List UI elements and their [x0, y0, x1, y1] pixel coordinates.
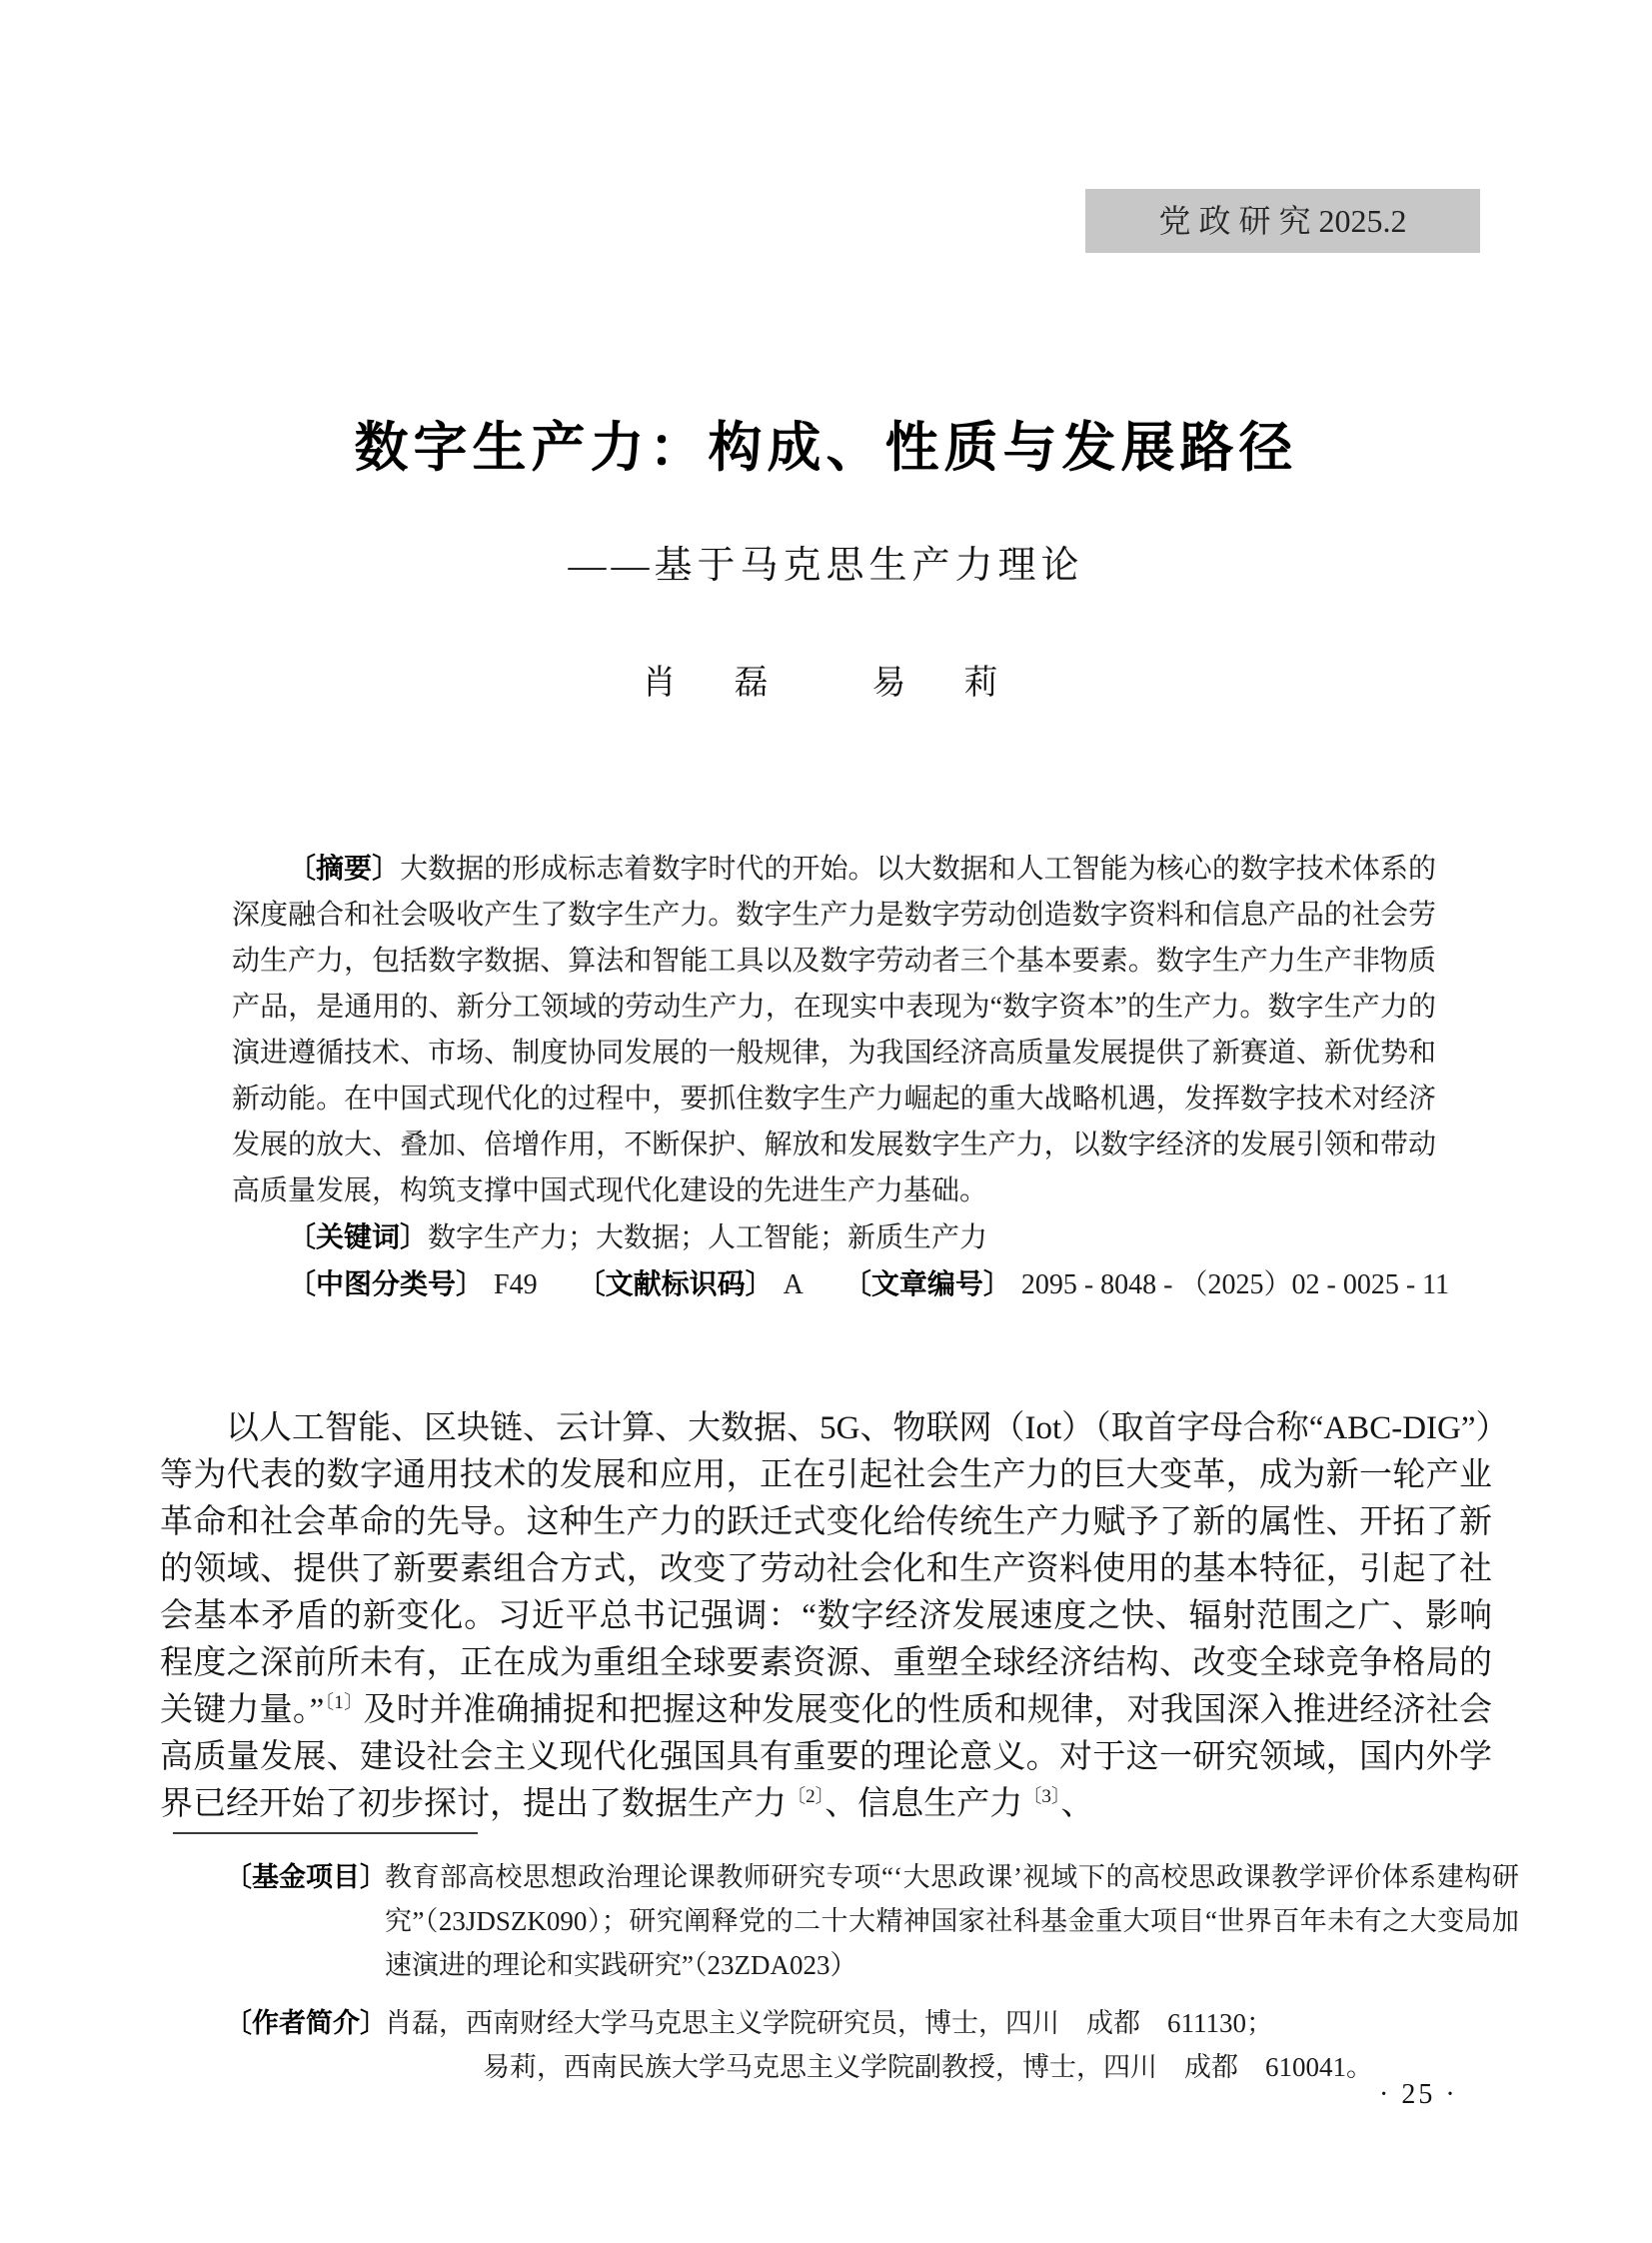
footnote-ref-2: 〔2〕 — [787, 1786, 826, 1807]
article-subtitle: ——基于马克思生产力理论 — [568, 545, 1084, 587]
footnote-ref-3: 〔3〕 — [1022, 1786, 1061, 1807]
fund-project-label: 〔基金项目〕 — [225, 1862, 387, 1892]
abstract-paragraph — [232, 846, 1436, 1214]
footnote-ref-1: 〔1〕 — [324, 1692, 364, 1713]
fund-project-note — [225, 1855, 1519, 1987]
author-bio-line2: 易莉，西南民族大学马克思主义学院副教授，博士，四川 成都 610041。 — [483, 2052, 1373, 2082]
keywords-text: 数字生产力；大数据；人工智能；新质生产力 — [428, 1222, 988, 1253]
article-title: 数字生产力：构成、性质与发展路径 — [354, 418, 1298, 478]
keywords-paragraph — [232, 1214, 1436, 1261]
article-authors: 肖 磊 易 莉 — [642, 665, 1010, 702]
journal-header-badge: 党 政 研 究 2025.2 — [1085, 189, 1480, 253]
article-id-label: 〔文章编号〕 — [842, 1268, 1011, 1299]
body-paragraph — [160, 1405, 1492, 1828]
clc-label: 〔中图分类号〕 — [288, 1268, 485, 1299]
keywords-label: 〔关键词〕 — [288, 1221, 429, 1252]
author-bio-label: 〔作者简介〕 — [225, 2008, 387, 2038]
abstract-text: 大数据的形成标志着数字时代的开始。以大数据和人工智能为核心的数字技术体系的深度融合和社会吸收产生了数字生产力。数字生产力是数字劳动创造数字资料和信息产品的社会劳动生产力，包括数字数据、算法和智能工具以及数字劳动者三个基本要素。数字生产力生产非物质产品，是通用的、新分工领域的劳动生产力，在现实中表现为“数字资本”的生产力。数字生产力的演进遵循技术、市场、制度协同发展的一般规律，为我国经济高质量发展提供了新赛道、新优势和新动能。在中国式现代化的过程中，要抓住数字生产力崛起的重大战略机遇，发挥数字技术对经济发展的放大、叠加、倍增作用，不断保护、解放和发展数字生产力，以数字经济的发展引领和带动高质量发展，构筑支撑中国式现代化建设的先进生产力基础。 — [232, 854, 1436, 1206]
abstract-label: 〔摘要〕 — [288, 853, 401, 884]
doc-code-group — [578, 1269, 804, 1300]
article-id-group — [843, 1269, 1449, 1300]
footnote-separator-rule — [173, 1832, 478, 1834]
clc-value: F49 — [494, 1269, 538, 1300]
body-text-segment: 及时并准确捕捉和把握这种发展变化的性质和规律，对我国深入推进经济社会高质量发展、建设社会主义现代化强国具有重要的理论意义。对于这一研究领域，国内外学界已经开始了初步探讨，提出了数据生产力 — [160, 1692, 1492, 1822]
body-text-segment: 、 — [1060, 1786, 1094, 1822]
classification-paragraph — [232, 1261, 1450, 1308]
fund-project-text: 教育部高校思想政治理论课教师研究专项“‘大思政课’视域下的高校思政课教学评价体系建构研究”（23JDSZK090）；研究阐释党的二十大精神国家社科基金重大项目“世界百年未有之大变局加速演进的理论和实践研究”（23ZDA023） — [385, 1862, 1519, 1980]
author-bio-line1: 肖磊，西南财经大学马克思主义学院研究员，博士，四川 成都 611130； — [385, 2008, 1273, 2038]
article-id-value: 2095 - 8048 - （2025）02 - 0025 - 11 — [1020, 1269, 1450, 1300]
clc-group — [288, 1269, 538, 1300]
author-bio-note — [225, 2001, 1519, 2089]
footnotes-block — [225, 1855, 1519, 2089]
body-text-segment: 以人工智能、区块链、云计算、大数据、5G、物联网（Iot）（取首字母合称“ABC-DIG”）等为代表的数字通用技术的发展和应用，正在引起社会生产力的巨大变革，成为新一轮产业革命和社会革命的先导。这种生产力的跃迁式变化给传统生产力赋予了新的属性、开拓了新的领域、提供了新要素组合方式，改变了劳动社会化和生产资料使用的基本特征，引起了社会基本矛盾的新变化。习近平总书记强调：“数字经济发展速度之快、辐射范围之广、影响程度之深前所未有，正在成为重组全球要素资源、重塑全球经济结构、改变全球竞争格局的关键力量。” — [160, 1410, 1492, 1728]
doc-code-label: 〔文献标识码〕 — [577, 1268, 774, 1299]
page-number: · 25 · — [1379, 2079, 1458, 2110]
body-text-segment: 、信息生产力 — [825, 1786, 1023, 1822]
abstract-block — [232, 846, 1450, 1308]
doc-code-value: A — [783, 1269, 804, 1300]
